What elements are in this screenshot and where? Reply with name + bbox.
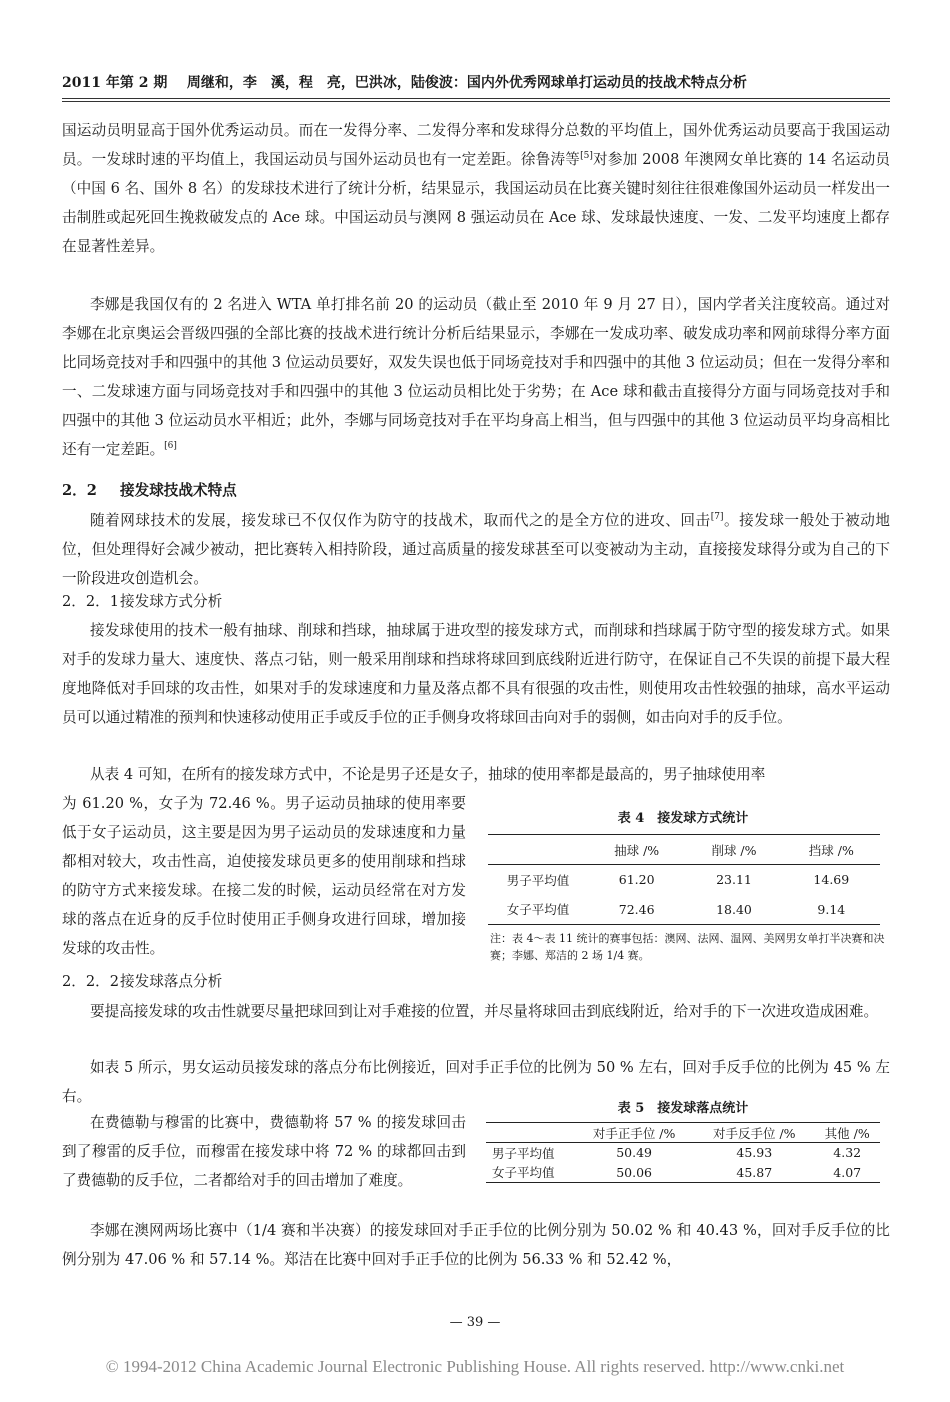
table-row (488, 895, 880, 925)
table-header-cell: 抽球 /% (614, 842, 660, 858)
paragraph-2 (62, 290, 890, 464)
paragraph-5-line-1: 从表 4 可知，在所有的接发球方式中，不论是男子还是女子，抽球的使用率都是最高的，男子抽球使用率 (90, 766, 766, 783)
running-header (62, 72, 892, 92)
table-5-title: 表 5 接发球落点统计 (617, 1101, 749, 1116)
table-cell: 61.20 (618, 872, 655, 888)
citation-6[interactable]: [6] (164, 441, 177, 452)
paragraph-8: 在费德勒与穆雷的比赛中，费德勒将 57 % 的接发球回击到了穆雷的反手位，而穆雷在接发球中将 72 % 的球都回击到了费德勒的反手位，二者都给对手的回击增加了难度。 (62, 1114, 466, 1189)
section-title: 接发球方式分析 (120, 593, 223, 610)
table-cell: 14.69 (813, 872, 850, 888)
table-cell: 18.40 (716, 901, 752, 917)
section-title: 接发球技战术特点 (120, 482, 237, 499)
paragraph-3 (62, 506, 890, 593)
table-row (486, 1143, 880, 1163)
table-cell: 50.49 (616, 1145, 652, 1161)
table-cell: 23.11 (716, 872, 752, 888)
paragraph-3-text-b: 。接发球一般处于被动地位，但处理得好会减少被动，把比赛转入相持阶段，通过高质量的接发球甚至可以变被动为主动，直接接发球得分或为自己的下一阶段进攻创造机会。 (62, 512, 890, 587)
table-4 (488, 834, 880, 925)
citation-5[interactable]: [5] (580, 151, 593, 162)
table-cell: 50.06 (616, 1164, 652, 1180)
table-header-row (488, 835, 880, 865)
section-heading-2-2-1 (62, 591, 222, 613)
paragraph-6: 要提高接发球的攻击性就要尽量把球回到让对手难接的位置，并尽量将球回击到底线附近，给对手的下一次进攻造成困难。 (90, 1003, 879, 1020)
paragraph-9: 李娜在澳网两场比赛中（1/4 赛和半决赛）的接发球回对手正手位的比例分别为 50.02 % 和 40.43 %，回对手反手位的比例分别为 47.06 % 和 57.14 %。郑洁在比赛中回对手正手位的比例为 56.33 % 和 52.42 %， (62, 1222, 890, 1268)
journal-issue: 2011 年第 2 期 (62, 75, 168, 91)
table-cell: 女子平均值 (492, 1165, 555, 1181)
table-header-cell (486, 1123, 574, 1143)
copyright-footer: © 1994-2012 China Academic Journal Electronic Publishing House. All rights reserved. http://www.cnki.net (105, 1357, 845, 1376)
table-row (488, 865, 880, 895)
table-cell: 男子平均值 (492, 1145, 555, 1161)
paragraph-3-text: 随着网球技术的发展，接发球已不仅仅作为防守的技战术，取而代之的是全方位的进攻、回击 (90, 512, 711, 529)
table-header-cell (488, 835, 588, 865)
table-cell: 4.07 (833, 1164, 862, 1180)
section-title: 接发球落点分析 (120, 973, 223, 990)
authors-and-title: 周继和，李 溪，程 亮，巴洪冰，陆俊波：国内外优秀网球单打运动员的技战术特点分析 (186, 75, 747, 91)
paragraph-7: 如表 5 所示，男女运动员接发球的落点分布比例接近，回对手正手位的比例为 50 % 左右，回对手反手位的比例为 45 % 左右。 (62, 1059, 890, 1105)
table-5 (486, 1122, 880, 1183)
section-heading-2-2-2 (62, 971, 222, 993)
table-cell: 9.14 (817, 901, 846, 917)
table-header-cell: 挡球 /% (808, 842, 854, 858)
table-header-cell: 对手正手位 /% (592, 1125, 676, 1141)
section-number: 2．2．1 (62, 593, 120, 610)
table-cell: 72.46 (618, 901, 655, 917)
paragraph-2-text: 李娜是我国仅有的 2 名进入 WTA 单打排名前 20 的运动员（截止至 2010 年 9 月 27 日），国内学者关注度较高。通过对李娜在北京奥运会晋级四强的全部比赛的技战术进行统计分析后结果显示，李娜在一发成功率、破发成功率和网前球得分率方面比同场竞技对手和四强中的其他 3 位运动员要好，双发失误也低于同场竞技对手和四强中的其他 3 位运动员；但在一发得分率和一、二发球速方面与同场竞技对手和四强中的其他 3 位运动员相比处于劣势；在 Ace 球和截击直接得分方面与同场竞技对手和四强中的其他 3 位运动员水平相近；此外，李娜与同场竞技对手在平均身高上相当，但与四强中的其他 3 位运动员平均身高相比还有一定差距。 (62, 296, 890, 458)
table-cell: 4.32 (833, 1145, 862, 1161)
table-cell: 男子平均值 (506, 872, 570, 888)
page-number: — 39 — (449, 1315, 501, 1330)
table-cell: 女子平均值 (506, 902, 570, 918)
table-header-row (486, 1123, 880, 1143)
table-cell: 45.87 (736, 1164, 773, 1180)
table-header-cell: 削球 /% (711, 842, 757, 858)
paragraph-5-wrapped: 为 61.20 %，女子为 72.46 %。男子运动员抽球的使用率要低于女子运动员，这主要是因为男子运动员的发球速度和力量都相对较大，攻击性高，迫使接发球员更多的使用削球和挡球的防守方式来接发球。在接二发的时候，运动员经常在对方发球的落点在近身的反手位时使用正手侧身攻进行回球，增加接发球的攻击性。 (62, 795, 466, 957)
paragraph-1 (62, 116, 890, 261)
header-rule-double (62, 101, 890, 102)
paragraph-1-text: 国运动员明显高于国外优秀运动员。而在一发得分率、二发得分率和发球得分总数的平均值上，国外优秀运动员要高于我国运动员。一发球时速的平均值上，我国运动员与国外运动员也有一定差距。徐鲁涛等 (62, 122, 890, 168)
citation-7[interactable]: [7] (710, 512, 724, 523)
section-number: 2．2．2 (62, 973, 120, 990)
table-4-note: 注：表 4～表 11 统计的赛事包括：澳网、法网、温网、美网男女单打半决赛和决赛；李娜、郑洁的 2 场 1/4 赛。 (490, 932, 885, 962)
paragraph-4: 接发球使用的技术一般有抽球、削球和挡球，抽球属于进攻型的接发球方式，而削球和挡球属于防守型的接发球方式。如果对手的发球力量大、速度快、落点刁钻，则一般采用削球和挡球将球回到底线附近进行防守，在保证自己不失误的前提下最大程度地降低对手回球的攻击性，如果对手的发球速度和力量及落点都不具有很强的攻击性，则使用攻击性较强的抽球，高水平运动员可以通过精准的预判和快速移动使用正手或反手位的正手侧身攻将球回击向对手的弱侧，如击向对手的反手位。 (62, 622, 890, 726)
header-rule (62, 98, 890, 99)
table-header-cell: 对手反手位 /% (713, 1125, 796, 1141)
section-number: 2．2 (62, 482, 97, 499)
section-heading-2-2 (62, 480, 237, 502)
table-row (486, 1163, 880, 1183)
table-header-cell: 其他 /% (824, 1125, 870, 1141)
paragraph-1-text-b: 对参加 2008 年澳网女单比赛的 14 名运动员（中国 6 名、国外 8 名）的发球技术进行了统计分析，结果显示，我国运动员在比赛关键时刻往往很难像国外运动员一样发出一击制胜或起死回生挽救破发点的 Ace 球。中国运动员与澳网 8 强运动员在 Ace 球、发球最快速度、一发、二发平均速度上都存在显著性差异。 (62, 151, 890, 255)
table-cell: 45.93 (736, 1145, 773, 1161)
table-4-title: 表 4 接发球方式统计 (617, 811, 749, 826)
